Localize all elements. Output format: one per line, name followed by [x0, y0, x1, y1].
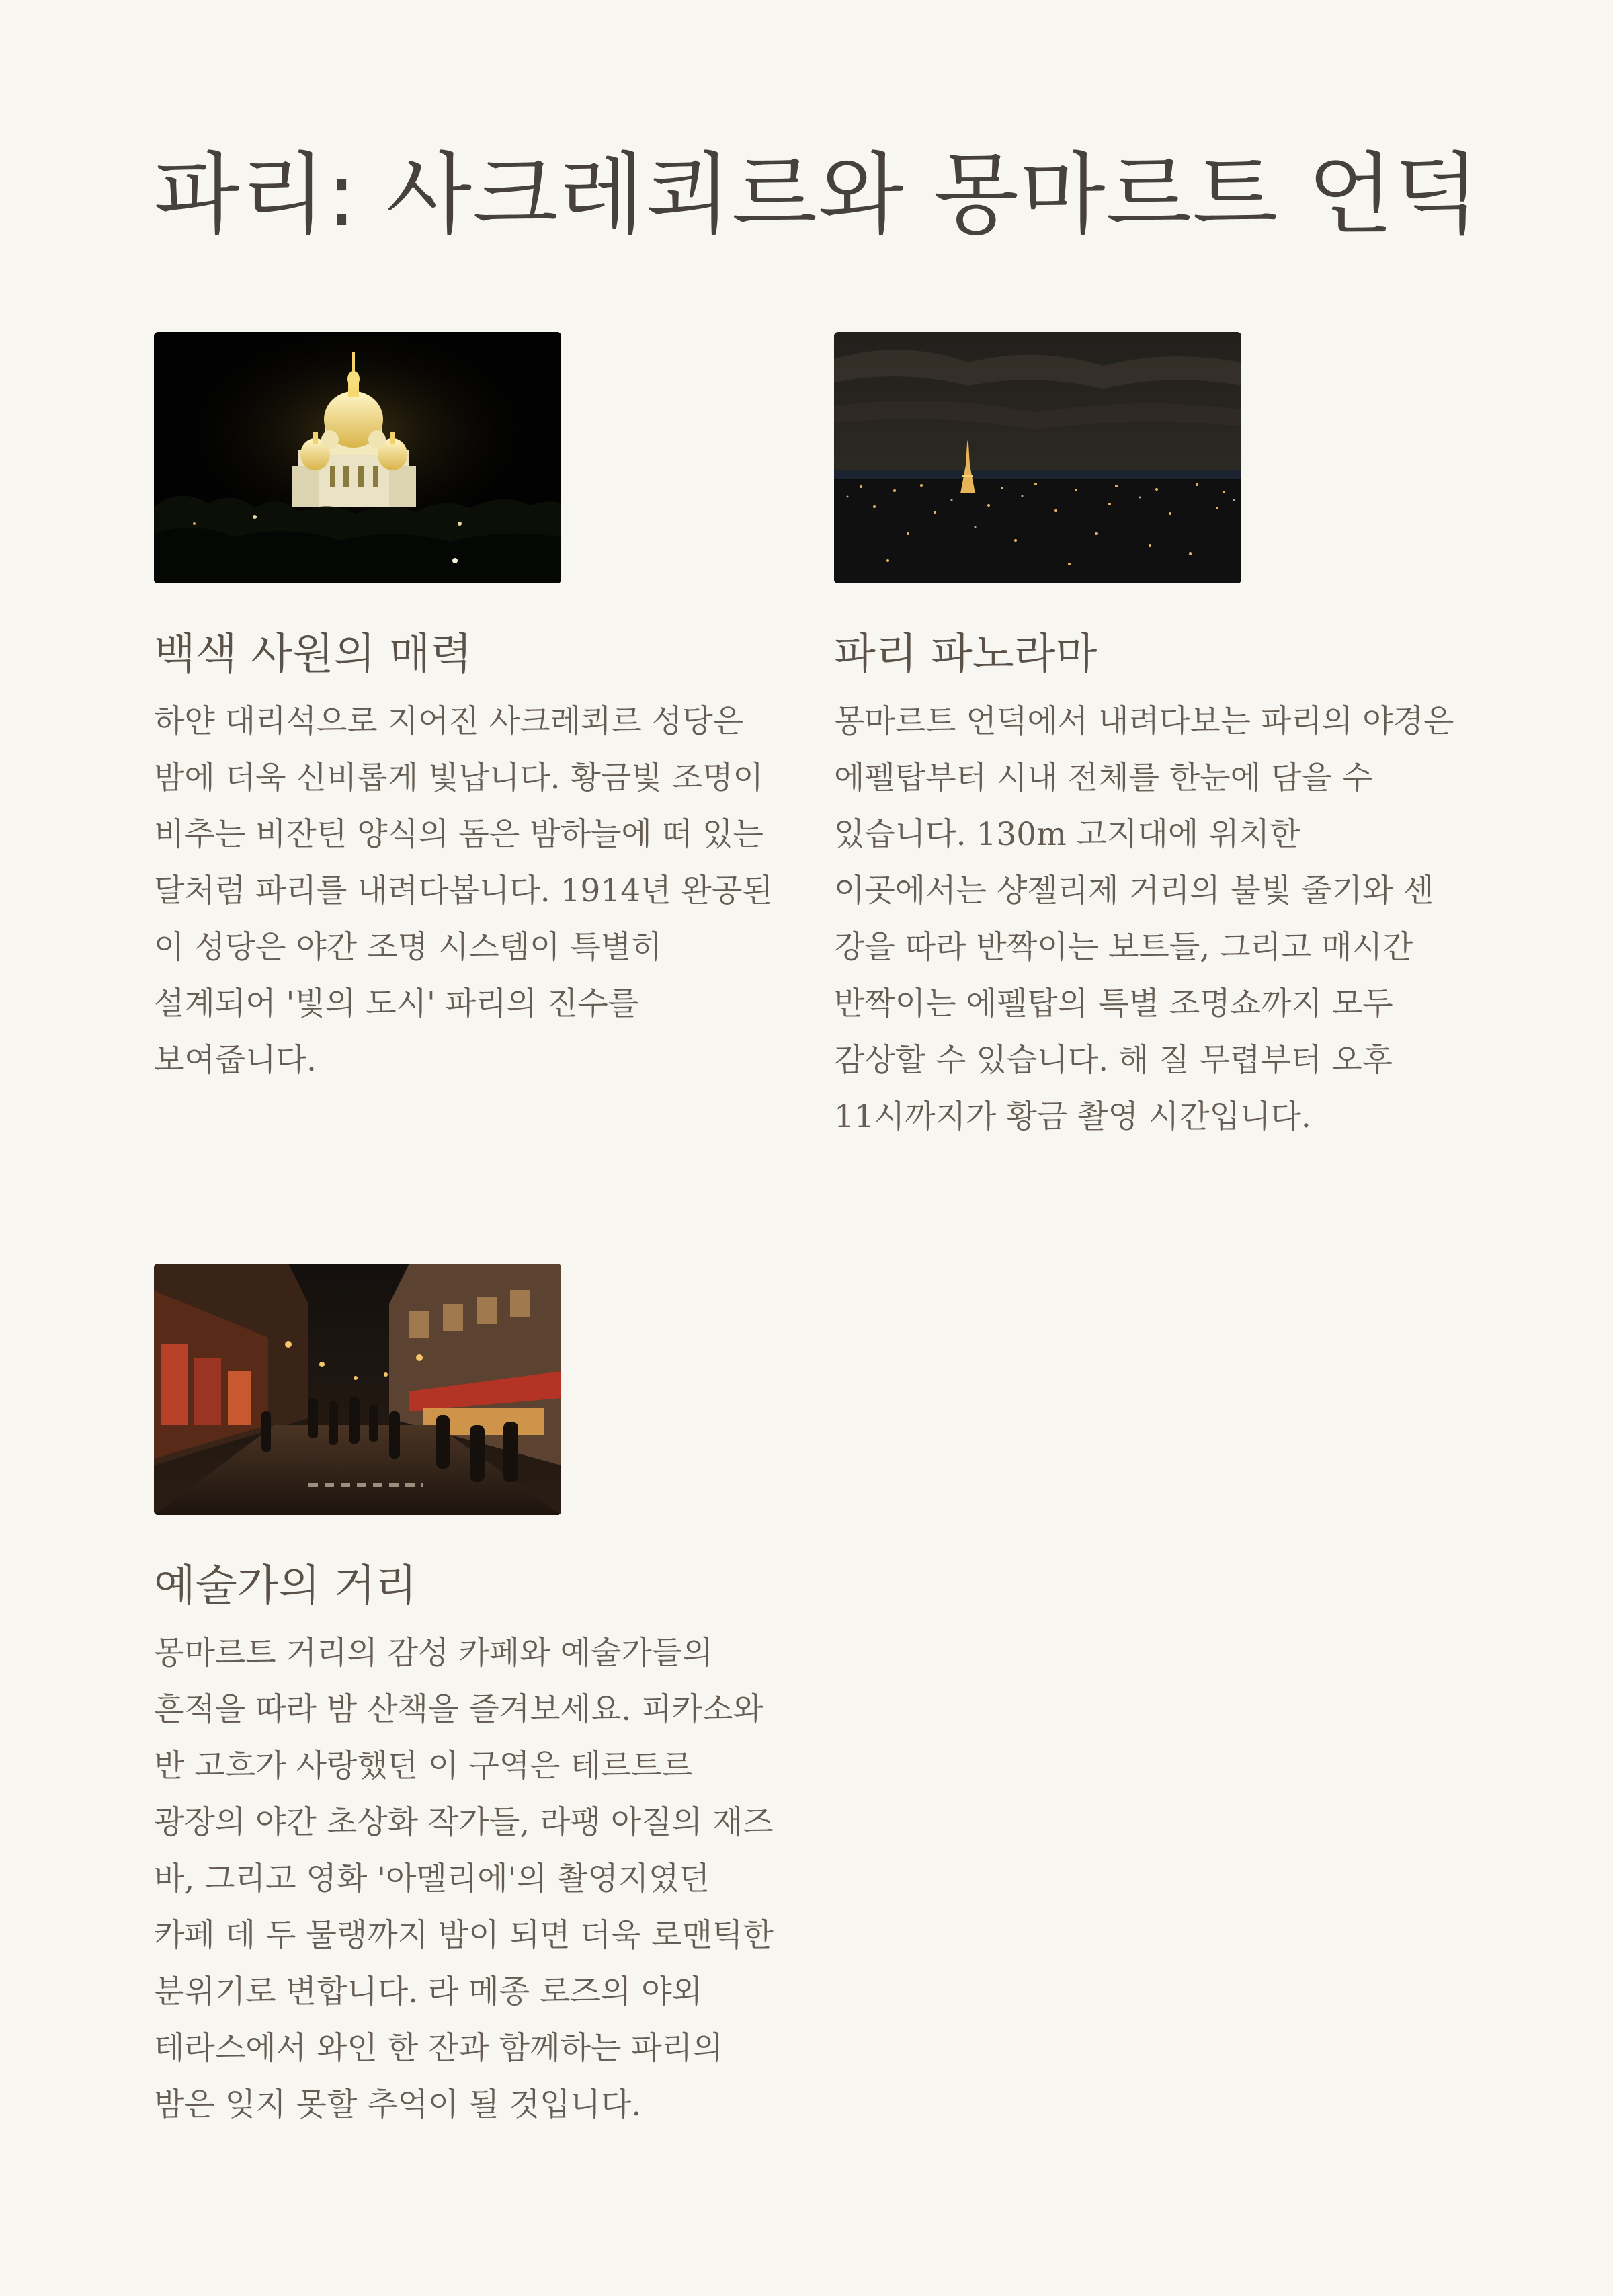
card-text: 몽마르트 거리의 감성 카페와 예술가들의 흔적을 따라 밤 산책을 즐겨보세요. 피카소와 반 고흐가 사랑했던 이 구역은 테르트르 광장의 야간 초상화 작가들, 라팽 아질의 재즈 바, 그리고 영화 '아멜리에'의 촬영지였던 카페 데 두 물랭까지 밤이 되면 더욱 로맨틱한 분위기로 변합니다. 라 메종 로즈의 야외 테라스에서 와인 한 잔과 함께하는 파리의 밤은 잊지 못할 추억이 될 것입니다.	[154, 1635, 774, 2123]
page-title: 파리: 사크레쾨르와 몽마르트 언덕	[154, 143, 1481, 247]
sacre-coeur-night-photo	[154, 332, 561, 583]
card-title: 파리 파노라마	[834, 630, 1098, 680]
montmartre-street-night-photo	[154, 1264, 561, 1515]
paris-panorama-night-photo	[834, 332, 1241, 583]
card-title: 백색 사원의 매력	[154, 630, 472, 680]
card-text: 몽마르트 언덕에서 내려다보는 파리의 야경은 에펠탑부터 시내 전체를 한눈에 담을 수 있습니다. 130m 고지대에 위치한 이곳에서는 샹젤리제 거리의 불빛 줄기와 센 강을 따라 반짝이는 보트들, 그리고 매시간 반짝이는 에펠탑의 특별 조명쇼까지 모두 감상할 수 있습니다. 해 질 무렵부터 오후 11시까지가 황금 촬영 시간입니다.	[834, 703, 1454, 1135]
card-artists-street	[154, 1264, 779, 2133]
card-title: 예술가의 거리	[154, 1561, 417, 1611]
card-paris-panorama	[834, 332, 1459, 1145]
card-text: 하얀 대리석으로 지어진 사크레쾨르 성당은 밤에 더욱 신비롭게 빛납니다. 황금빛 조명이 비추는 비잔틴 양식의 돔은 밤하늘에 떠 있는 달처럼 파리를 내려다봅니다. 1914년 완공된 이 성당은 야간 조명 시스템이 특별히 설계되어 '빛의 도시' 파리의 진수를 보여줍니다.	[154, 703, 773, 1079]
card-sacre-coeur	[154, 332, 779, 1089]
